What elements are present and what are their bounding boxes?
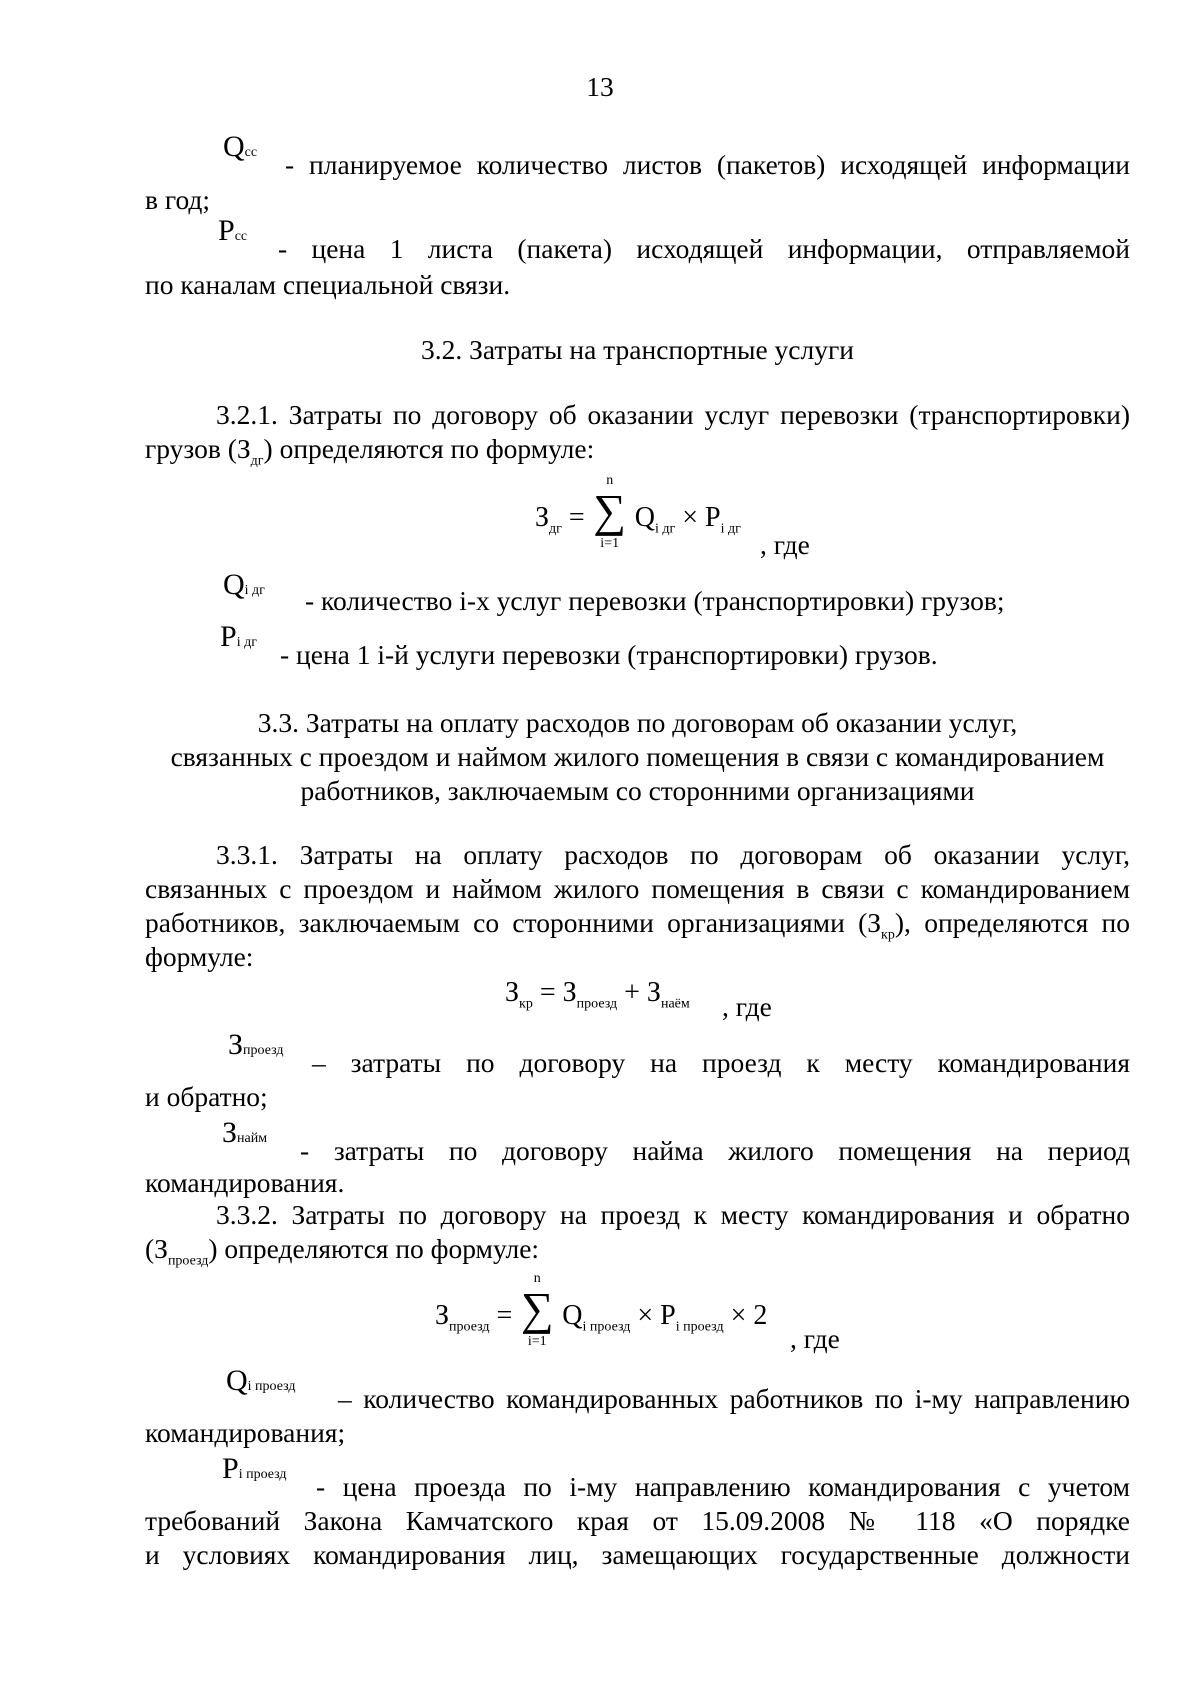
sum-symbol: n ∑ i=1 <box>520 1271 554 1349</box>
p-iproezd-definition: - цена проезда по i-му направлению командирования с учетом <box>316 1471 1130 1502</box>
q-iproezd-symbol: Qi проезд <box>226 1364 296 1397</box>
pcc-definition: - цена 1 листа (пакета) исходящей информации, отправляемой <box>278 233 1130 264</box>
paragraph-3-3-1-line4: формуле: <box>145 941 254 972</box>
formula-trip: $З_{кр} = З_{проезд} + З_{наём}$ <box>505 977 690 1012</box>
formula-travel: $З_{проезд}$ = n ∑ i=1 $Q_{i проезд} \times P_{i проезд} \times 2$ <box>435 1271 768 1349</box>
page-number: 13 <box>586 71 614 102</box>
sum-symbol: n ∑ i=1 <box>593 473 627 551</box>
paragraph-3-2-1-cont: грузов $(З_{дг})$ определяются по формуле: <box>145 433 595 469</box>
paragraph-3-2-1: 3.2.1. Затраты по договору об оказании услуг перевозки (транспортировки) <box>216 399 1130 430</box>
formula-transport-where: , где <box>760 529 810 560</box>
qcc-symbol: Qсс <box>223 130 258 163</box>
paragraph-3-3-2: 3.3.2. Затраты по договору на проезд к месту командирования и обратно <box>216 1199 1130 1230</box>
qcc-definition: - планируемое количество листов (пакетов) исходящей информации <box>285 149 1130 180</box>
formula-travel-where: , где <box>790 1323 840 1354</box>
p-iproezd-symbol: Pi проезд <box>222 1452 287 1485</box>
formula-trip-where: , где <box>722 991 772 1022</box>
z-proezd-definition: – затраты по договору на проезд к месту командирования <box>312 1047 1130 1078</box>
z-proezd-definition-cont: и обратно; <box>145 1081 268 1112</box>
z-naim-definition: - затраты по договору найма жилого помещения на период <box>300 1135 1130 1166</box>
pcc-symbol: Pсс <box>218 214 248 247</box>
pcc-definition-cont: по каналам специальной связи. <box>145 269 511 300</box>
formula-transport: $З_{дг}$ = n ∑ i=1 $Q_{i дг} \times P_{i дг}$ <box>535 473 741 551</box>
q-iproezd-definition: – количество командированных работников по i-му направлению <box>338 1383 1130 1414</box>
z-naim-definition-cont: командирования. <box>145 1167 345 1198</box>
p-iproezd-definition-line3: и условиях командирования лиц, замещающих государственные должности <box>145 1539 1130 1570</box>
paragraph-3-3-1-line3: работников, заключаемым со сторонними организациями $(З_{кр})$, определяются по <box>145 907 1130 943</box>
p-idg-symbol: Pi дг <box>220 620 257 653</box>
z-proezd-symbol: Зпроезд <box>228 1028 284 1061</box>
section-3-2-heading: 3.2. Затраты на транспортные услуги <box>421 334 854 365</box>
p-iproezd-definition-line2: требований Закона Камчатского края от 15.09.2008 № 118 «О порядке <box>145 1505 1130 1536</box>
q-iproezd-definition-cont: командирования; <box>145 1417 346 1448</box>
q-idg-symbol: Qi дг <box>223 568 265 601</box>
q-idg-definition: - количество i-х услуг перевозки (транспортировки) грузов; <box>305 585 1005 616</box>
section-3-3-heading-line2: связанных с проездом и наймом жилого помещения в связи с командированием <box>170 741 1105 772</box>
section-3-3-heading-line1: 3.3. Затраты на оплату расходов по договорам об оказании услуг, <box>257 707 1018 738</box>
paragraph-3-3-2-cont: $(З_{проезд})$ определяются по формуле: <box>145 1233 540 1269</box>
qcc-definition-cont: в год; <box>145 184 211 215</box>
p-idg-definition: - цена 1 i-й услуги перевозки (транспортировки) грузов. <box>280 639 938 670</box>
paragraph-3-3-1-line2: связанных с проездом и наймом жилого помещения в связи с командированием <box>145 873 1130 904</box>
z-naim-symbol: Знайм <box>222 1116 268 1149</box>
section-3-3-heading-line3: работников, заключаемым со сторонними организациями <box>300 775 975 806</box>
paragraph-3-3-1: 3.3.1. Затраты на оплату расходов по договорам об оказании услуг, <box>216 839 1130 870</box>
